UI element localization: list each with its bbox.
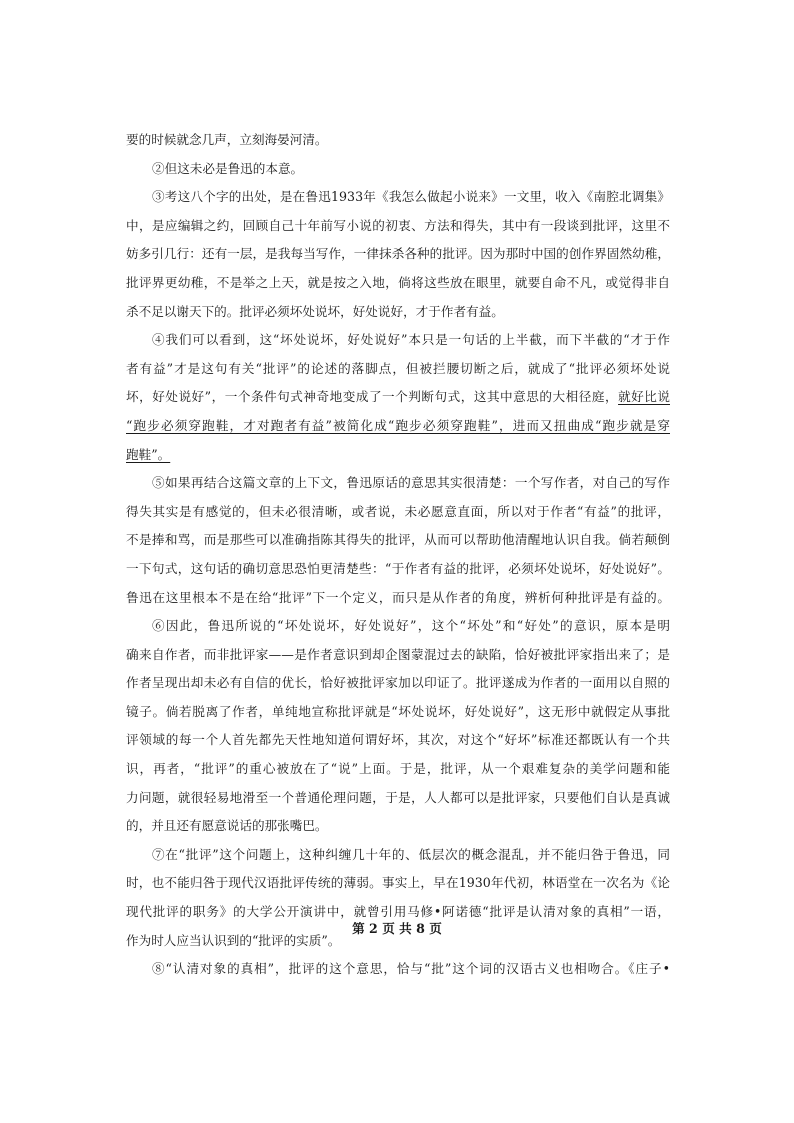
paragraph-7-line-3: 现代批评的职务》的大学公开演讲中，就曾引用马修•阿诺德“批评是认清对象的真相”一语， [126,904,670,920]
paragraph-6-line-1: ⑥因此，鲁迅所说的“坏处说坏，好处说好”，这个“坏处”和“好处”的意识，原本是明 [152,618,670,634]
paragraph-0-line-1 [126,126,670,155]
paragraph-5-line-2: 得失其实是有感觉的，但未必很清晰，或者说，未必愿意直面，所以对于作者“有益”的批评， [126,503,670,519]
paragraph-4-line-1: ④我们可以看到，这“坏处说坏，好处说好”本只是一句话的上半截，而下半截的“才于作 [152,332,670,348]
paragraph-5-line-5: 鲁迅在这里根本不是在给“批评”下一个定义，而只是从作者的角度，辨析何种批评是有益的。 [126,589,670,605]
paragraph-5-line-4: 一下句式，这句话的确切意思恐怕更清楚些：“于作者有益的批评，必须坏处说坏，好处说好”。 [126,560,670,576]
paragraph-7-line-2: 时，也不能归咎于现代汉语批评传统的薄弱。事实上，早在1930年代初，林语堂在一次名为《论 [126,875,670,891]
continuation-text: 要的时候就念几声，立刻海晏河清。 [126,132,328,147]
paragraph-6-line-7: 力问题，就很轻易地滑至一个普通伦理问题，于是，人人都可以是批评家，只要他们自认是真诚 [126,789,670,805]
paragraph-4-line-5-underlined: 跑鞋”。 [126,446,171,462]
paragraph-7-line-4: 作为时人应当认识到的“批评的实质”。 [126,932,341,948]
paragraph-3-line-2: 中，是应编辑之约，回顾自己十年前写小说的初衷、方法和得失，其中有一段谈到批评，这里不 [126,217,670,233]
document-page [126,126,670,984]
paragraph-6-line-4: 镜子。倘若脱离了作者，单纯地宣称批评就是“坏处说坏，好处说好”，这无形中就假定从事批 [126,703,670,719]
paragraph-4-line-3 [126,383,670,412]
paragraph-3-line-5: 杀不足以谢天下的。批评必须坏处说坏，好处说好，才于作者有益。 [126,303,504,319]
paragraph-3-line-4: 批评界更幼稚，不是举之上天，就是按之入地，倘将这些放在眼里，就要自命不凡，或觉得非自 [126,274,670,290]
underlined-phrase-start: 就好比说 [618,389,670,405]
paragraph-6-line-5: 评领域的每一个人首先都先天性地知道何谓好坏，其次，对这个“好坏”标准还都既认有一个共 [126,732,670,748]
paragraph-6-line-2: 确来自作者，而非批评家——是作者意识到却企图蒙混过去的缺陷，恰好被批评家指出来了；是 [126,646,670,662]
paragraph-8-line-1: ⑧“认清对象的真相”，批评的这个意思，恰与“批”这个词的汉语古义也相吻合。《庄子• [152,961,670,977]
paragraph-6-line-8: 的，并且还有愿意说话的那张嘴巴。 [126,818,328,834]
paragraph-6-line-6: 识，再者，“批评”的重心被放在了“说”上面。于是，批评，从一个艰难复杂的美学问题和能 [126,761,670,777]
page-footer: 第 2 页 共 8 页 [352,921,442,936]
paragraph-7-line-1: ⑦在“批评”这个问题上，这种纠缠几十年的、低层次的概念混乱，并不能归咎于鲁迅，同 [152,846,670,862]
paragraph-6-line-3: 作者呈现出却未必有自信的优长，恰好被批评家加以印证了。批评遂成为作者的一面用以自照的 [126,675,670,691]
paragraph-5-line-1: ⑤如果再结合这篇文章的上下文，鲁迅原话的意思其实很清楚：一个写作者，对自己的写作 [152,475,670,491]
paragraph-4-line-4-underlined: “跑步必须穿跑鞋，才对跑者有益”被简化成“跑步必须穿跑鞋”，进而又扭曲成“跑步就是穿 [126,417,670,433]
paragraph-4-line-5 [126,441,670,470]
paragraph-3-line-1: ③考这八个字的出处，是在鲁迅1933年《我怎么做起小说来》一文里，收入《南腔北调集》 [152,189,670,205]
paragraph-4-line-2: 者有益”才是这句有关“批评”的论述的落脚点，但被拦腰切断之后，就成了“批评必须坏处说 [126,360,670,376]
paragraph-5-line-3: 不是捧和骂，而是那些可以准确指陈其得失的批评，从而可以帮助他清醒地认识自我。倘若颠倒 [126,532,670,548]
paragraph-2-line-1: ②但这未必是鲁迅的本意。 [152,160,304,176]
paragraph-4-line-3-text: 坏，好处说好”，一个条件句式神奇地变成了一个判断句式，这其中意思的大相径庭， [126,389,619,405]
paragraph-3-line-3: 妨多引几行：还有一层，是我每当写作，一律抹杀各种的批评。因为那时中国的创作界固然幼稚， [126,246,670,262]
